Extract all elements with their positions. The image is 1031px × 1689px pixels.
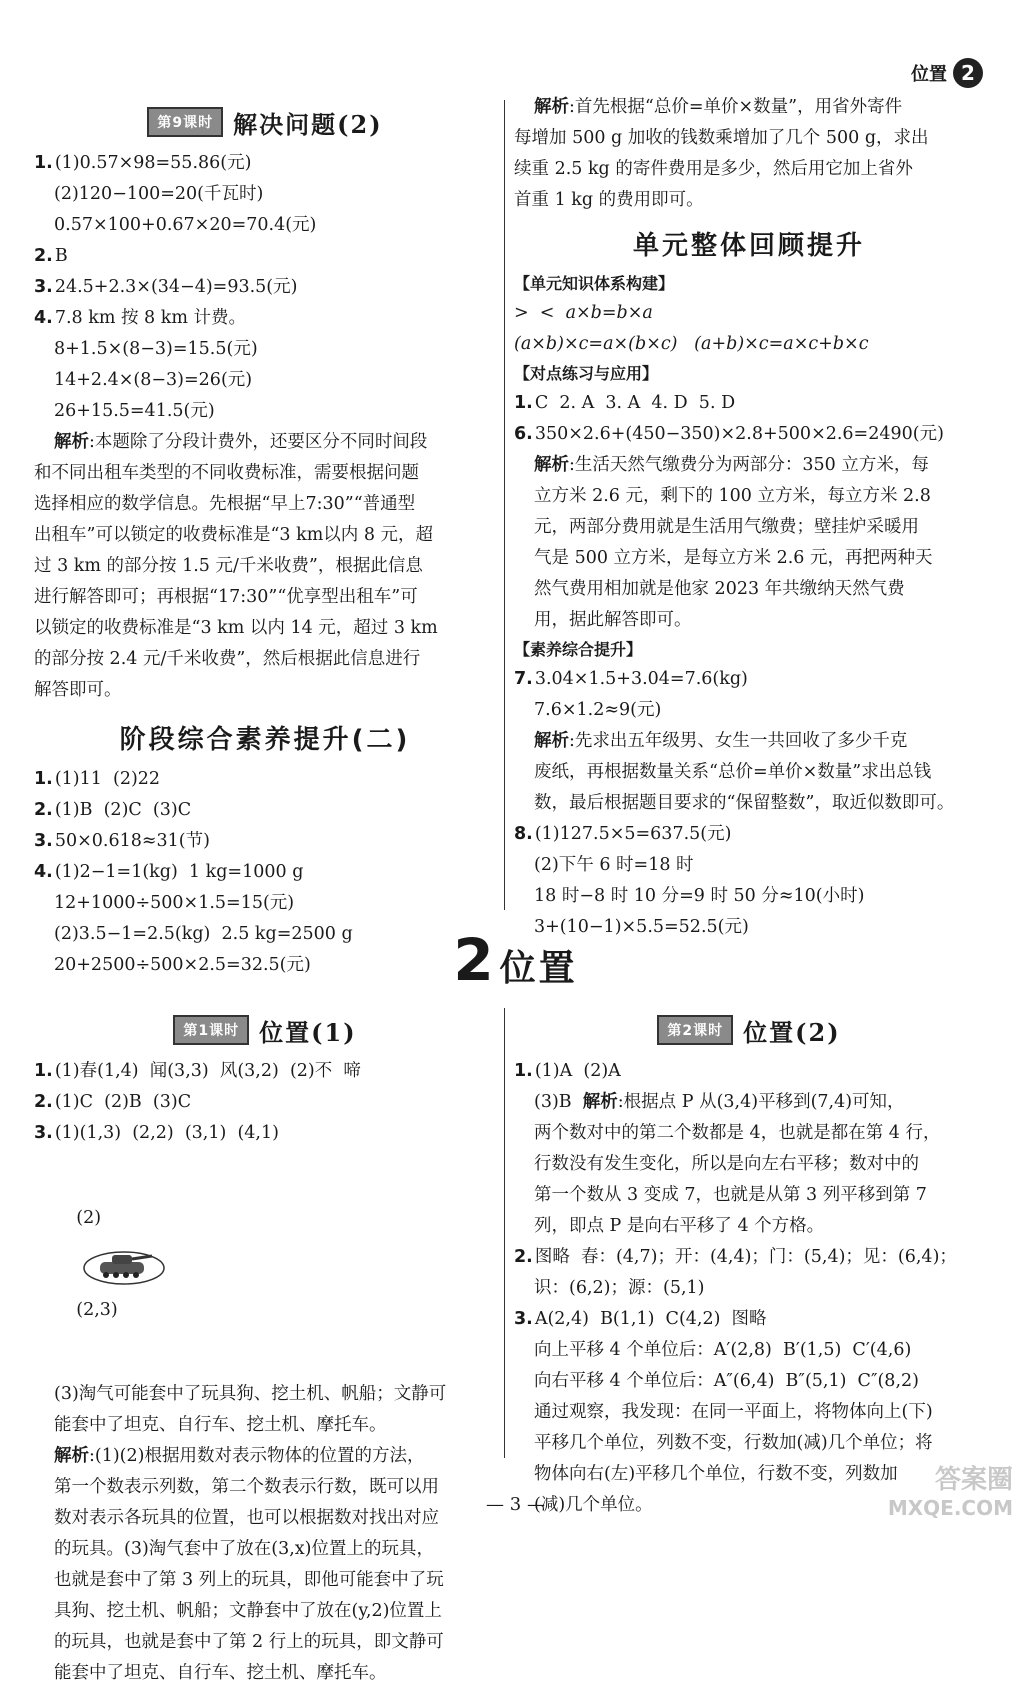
answer-line: 0.57×100+0.67×20=70.4(元) [54, 215, 317, 235]
answer-line: 14+2.4×(8−3)=26(元) [54, 370, 253, 390]
analysis-line: 和不同出租车类型的不同收费标准，需要根据问题 [34, 463, 419, 483]
lesson-heading [34, 100, 496, 144]
q-num: 7. [514, 669, 533, 689]
answer-line: (2)下午 6 时=18 时 [534, 855, 694, 875]
answer-line: (3)B [534, 1092, 583, 1112]
answer-line: 通过观察，我发现：在同一平面上，将物体向上(下) [534, 1402, 933, 1422]
answer-line: 8+1.5×(8−3)=15.5(元) [54, 339, 258, 359]
tank-toy-icon [82, 1244, 166, 1286]
answer-line: (2)120−100=20(千瓦时) [54, 184, 264, 204]
analysis-line: 能套中了坦克、自行车、挖土机、摩托车。 [54, 1663, 387, 1683]
answer-line: (2) [76, 1208, 102, 1228]
answer-line: (1)B (2)C (3)C [54, 800, 192, 820]
analysis-line: :先求出五年级男、女生一共回收了多少千克 [569, 731, 908, 751]
analysis-keyword: 解析 [534, 97, 569, 117]
right-top-column [514, 92, 984, 943]
analysis-line: 出租车”可以锁定的收费标准是“3 km以内 8 元，超 [34, 525, 434, 545]
analysis-line: 第一个数从 3 变成 7，也就是从第 3 列平移到第 7 [534, 1185, 927, 1205]
analysis-line: 的玩具，也就是套中了第 2 行上的玩具，即文静可 [54, 1632, 444, 1652]
page-number: — 3 — [486, 1494, 545, 1515]
knowledge-line: (a×b)×c=a×(b×c) (a+b)×c=a×c+b×c [514, 334, 869, 354]
analysis-line: 然气费用相加就是他家 2023 年共缴纳天然气费 [534, 579, 905, 599]
analysis-line: 数，最后根据题目要求的“保留整数”，取近似数即可。 [534, 793, 955, 813]
answer-line: (1)A (2)A [534, 1061, 621, 1081]
analysis-line: 的部分按 2.4 元/千米收费”，然后根据此信息进行 [34, 649, 421, 669]
analysis-keyword: 解析 [54, 432, 89, 452]
answer-line: 20+2500÷500×2.5=32.5(元) [54, 955, 311, 975]
q-num: 1. [34, 1061, 53, 1081]
q-num: 3. [34, 831, 53, 851]
subsection-heading: 【单元知识体系构建】 [514, 274, 675, 293]
q-num: 4. [34, 862, 53, 882]
lesson-heading [514, 1008, 984, 1052]
answer-line: 识：(6,2)；源：(5,1) [534, 1278, 705, 1298]
analysis-line: 用，据此解答即可。 [534, 610, 692, 630]
answer-line: (减)几个单位。 [534, 1495, 653, 1515]
q-num: 2. [34, 800, 53, 820]
analysis-keyword: 解析 [534, 731, 569, 751]
analysis-line: 解答即可。 [34, 680, 122, 700]
subsection-heading: 【对点练习与应用】 [514, 364, 659, 383]
analysis-line: 以锁定的收费标准是“3 km 以内 14 元，超过 3 km [34, 618, 438, 638]
q-num: 3. [34, 1123, 53, 1143]
lesson-badge: 第1课时 [173, 1015, 249, 1045]
header-label: 位置 [911, 64, 947, 85]
answer-line: 向右平移 4 个单位后：A″(6,4) B″(5,1) C″(8,2) [534, 1371, 919, 1391]
answer-line: B [54, 246, 68, 266]
analysis-line: 行数没有发生变化，所以是向左右平移；数对中的 [534, 1154, 919, 1174]
lesson-badge: 第2课时 [657, 1015, 733, 1045]
lesson-heading [34, 1008, 496, 1052]
answer-line: (1)春(1,4) 闻(3,3) 风(3,2) (2)不 啼 [54, 1061, 361, 1081]
knowledge-line: > < a×b=b×a [514, 303, 653, 323]
analysis-line: 废纸，再根据数量关系“总价=单价×数量”求出总钱 [534, 762, 932, 782]
q-num: 1. [34, 153, 53, 173]
q-num: 2. [514, 1247, 533, 1267]
answer-line: 3+(10−1)×5.5=52.5(元) [534, 917, 749, 937]
analysis-keyword: 解析 [54, 1446, 89, 1466]
watermark-line: 答案圈 [934, 1465, 1013, 1495]
q-num: 1. [514, 1061, 533, 1081]
answer-line: (1)(1,3) (2,2) (3,1) (4,1) [54, 1123, 279, 1143]
q-num: 3. [34, 277, 53, 297]
answer-line: (1)11 (2)22 [54, 769, 161, 789]
analysis-line: 具狗、挖土机、帆船；文静套中了放在(y,2)位置上 [54, 1601, 442, 1621]
answer-line: 350×2.6+(450−350)×2.8+500×2.6=2490(元) [534, 424, 944, 444]
q-num: 2. [34, 246, 53, 266]
q-num: 1. [34, 769, 53, 789]
analysis-line: :首先根据“总价=单价×数量”，用省外寄件 [569, 97, 903, 117]
lesson-badge: 第9课时 [147, 107, 223, 137]
analysis-line: 列，即点 P 是向右平移了 4 个方格。 [534, 1216, 825, 1236]
answer-line: (1)0.57×98=55.86(元) [54, 153, 252, 173]
analysis-keyword: 解析 [534, 455, 569, 475]
answer-line: 平移几个单位，列数不变，行数加(减)几个单位；将 [534, 1433, 933, 1453]
watermark-logo [888, 1466, 1013, 1522]
q-num: 4. [34, 308, 53, 328]
analysis-line: 也就是套中了第 3 列上的玩具，即他可能套中了玩 [54, 1570, 444, 1590]
analysis-line: 续重 2.5 kg 的寄件费用是多少，然后用它加上省外 [514, 159, 913, 179]
analysis-line: 数对表示各玩具的位置，也可以根据数对找出对应 [54, 1508, 439, 1528]
answer-line: 50×0.618≈31(节) [54, 831, 210, 851]
analysis-line: 两个数对中的第二个数都是 4，也就是都在第 4 行， [534, 1123, 941, 1143]
answer-line: 向上平移 4 个单位后：A′(2,8) B′(1,5) C′(4,6) [534, 1340, 912, 1360]
chapter-name: 位置 [499, 948, 578, 989]
analysis-line: 的玩具。(3)淘气套中了放在(3,x)位置上的玩具， [54, 1539, 435, 1559]
analysis-line: :根据点 P 从(3,4)平移到(7,4)可知， [617, 1092, 905, 1112]
analysis-line: 进行解答即可；再根据“17:30”“优享型出租车”可 [34, 587, 418, 607]
column-divider-top [504, 100, 505, 910]
column-divider-bottom [504, 1008, 505, 1458]
answer-line: 图略 春：(4,7)；开：(4,4)；门：(5,4)；见：(6,4)； [534, 1247, 957, 1267]
page-header [911, 58, 983, 88]
section-title: 单元整体回顾提升 [632, 231, 865, 261]
lesson-title: 位置(2) [743, 1017, 841, 1047]
analysis-line: 每增加 500 g 加收的钱数乘增加了几个 500 g，求出 [514, 128, 929, 148]
lesson-title: 位置(1) [259, 1017, 357, 1047]
chapter-badge: 2 [953, 58, 983, 88]
watermark-line: MXQE.COM [887, 1496, 1013, 1520]
answer-line: 7.8 km 按 8 km 计费。 [54, 308, 247, 328]
chapter-heading [0, 926, 1031, 994]
right-bottom-column [514, 1008, 984, 1521]
analysis-line: :本题除了分段计费外，还要区分不同时间段 [89, 432, 428, 452]
analysis-line: 气是 500 立方米，是每立方米 2.6 元，再把两种天 [534, 548, 933, 568]
answer-line: 12+1000÷500×1.5=15(元) [54, 893, 295, 913]
answer-line: (1)C (2)B (3)C [54, 1092, 192, 1112]
answer-line: (3)淘气可能套中了玩具狗、挖土机、帆船；文静可 [54, 1384, 447, 1404]
left-top-column [34, 100, 496, 981]
subsection-heading: 【素养综合提升】 [514, 640, 643, 659]
analysis-line: 元，两部分费用就是生活用气缴费；壁挂炉采暖用 [534, 517, 919, 537]
left-bottom-column [34, 1008, 496, 1689]
lesson-title: 解决问题(2) [233, 109, 383, 139]
analysis-line: :生活天然气缴费分为两部分：350 立方米，每 [569, 455, 929, 475]
answer-line: 3.04×1.5+3.04=7.6(kg) [534, 669, 748, 689]
analysis-line: :(1)(2)根据用数对表示物体的位置的方法， [89, 1446, 425, 1466]
answer-line: 26+15.5=41.5(元) [54, 401, 215, 421]
analysis-line: 过 3 km 的部分按 1.5 元/千米收费”，根据此信息 [34, 556, 423, 576]
analysis-keyword: 解析 [582, 1092, 618, 1112]
answer-line: (1)2−1=1(kg) 1 kg=1000 g [54, 862, 304, 882]
analysis-line: 第一个数表示列数，第二个数表示行数，既可以用 [54, 1477, 439, 1497]
chapter-number: 2 [453, 926, 494, 994]
analysis-line: 立方米 2.6 元，剩下的 100 立方米，每立方米 2.8 [534, 486, 931, 506]
analysis-line: 首重 1 kg 的费用即可。 [514, 190, 704, 210]
answer-line: (1)127.5×5=637.5(元) [534, 824, 732, 844]
section-title: 阶段综合素养提升(二) [119, 725, 411, 755]
q-num: 6. [514, 424, 533, 444]
answer-line: (2,3) [76, 1300, 118, 1320]
q-num: 8. [514, 824, 533, 844]
answer-line: (2)3.5−1=2.5(kg) 2.5 kg=2500 g [54, 924, 353, 944]
q-num: 1. [514, 393, 533, 413]
answer-line: 7.6×1.2≈9(元) [534, 700, 662, 720]
answer-line: 24.5+2.3×(34−4)=93.5(元) [54, 277, 298, 297]
answer-line: 18 时−8 时 10 分=9 时 50 分≈10(小时) [534, 886, 865, 906]
q-num: 3. [514, 1309, 533, 1329]
answer-line: 能套中了坦克、自行车、挖土机、摩托车。 [54, 1415, 387, 1435]
answer-line: C 2. A 3. A 4. D 5. D [534, 393, 736, 413]
q-num: 2. [34, 1092, 53, 1112]
answer-line: A(2,4) B(1,1) C(4,2) 图略 [534, 1309, 767, 1329]
analysis-line: 选择相应的数学信息。先根据“早上7:30”“普通型 [34, 494, 416, 514]
answer-line: 物体向右(左)平移几个单位，行数不变，列数加 [534, 1464, 898, 1484]
